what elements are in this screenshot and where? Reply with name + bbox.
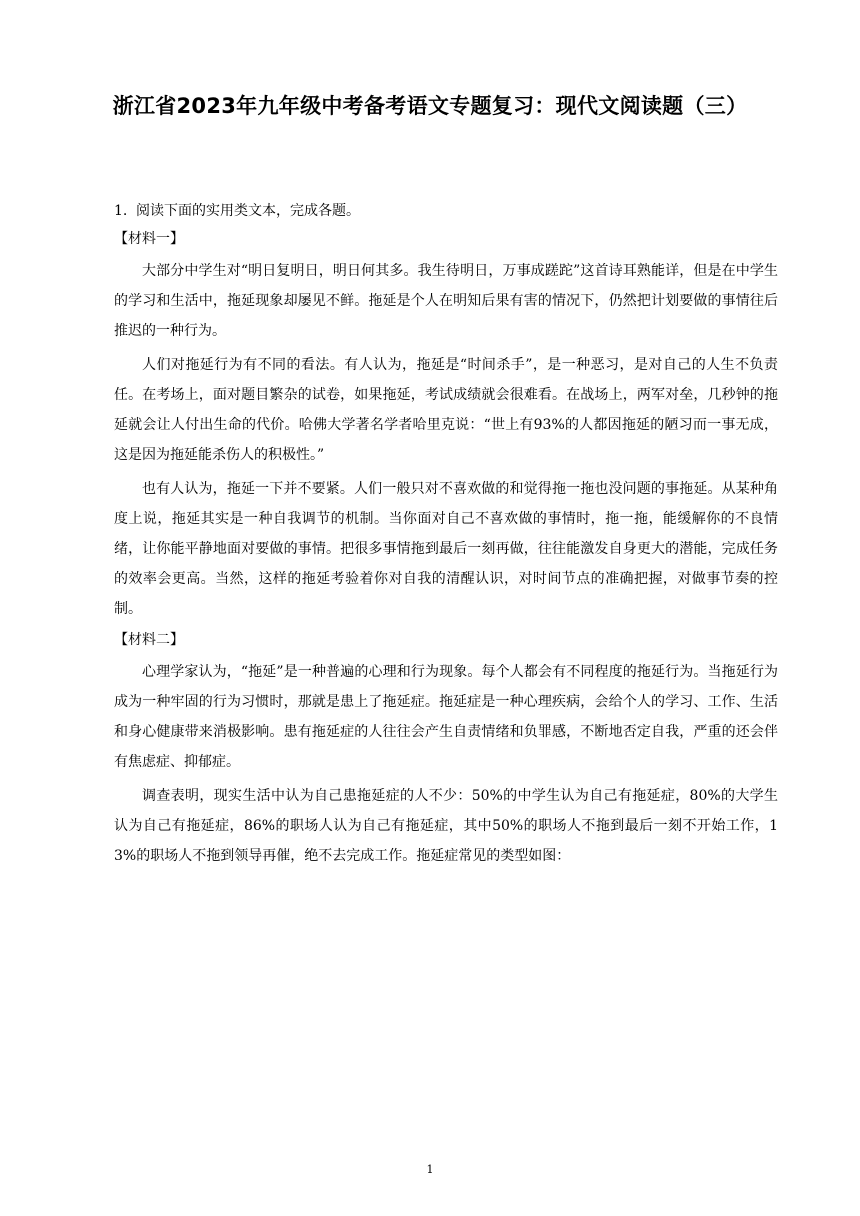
material-two-paragraph: 心理学家认为，“拖延”是一种普遍的心理和行为现象。每个人都会有不同程度的拖延行为。当拖延行为成为一种牢固的行为习惯时，那就是患上了拖延症。拖延症是一种心理疾病，会给个人的学习、工作、生活和身心健康带来消极影响。患有拖延症的人往往会产生自责情绪和负罪感，不断地否定自我，严重的还会伴有焦虑症、抑郁症。 bbox=[114, 664, 778, 770]
material-one-paragraph: 人们对拖延行为有不同的看法。有人认为，拖延是“时间杀手”，是一种恶习，是对自己的人生不负责任。在考场上，面对题目繁杂的试卷，如果拖延，考试成绩就会很难看。在战场上，两军对垒，几秒钟的拖延就会让人付出生命的代价。哈佛大学著名学者哈里克说：“世上有93%的人都因拖延的陋习而一事无成，这是因为拖延能杀伤人的积极性。” bbox=[114, 357, 778, 463]
page-title: 浙江省2023年九年级中考备考语文专题复习：现代文阅读题（三） bbox=[112, 94, 748, 118]
question-prompt: 阅读下面的实用类文本，完成各题。 bbox=[136, 203, 360, 219]
document-body bbox=[114, 199, 778, 875]
material-two-paragraph: 调查表明，现实生活中认为自己患拖延症的人不少：50%的中学生认为自己有拖延症，80%的大学生认为自己有拖延症，86%的职场人认为自己有拖延症，其中50%的职场人不拖到最后一刻不开始工作，13%的职场人不拖到领导再催，绝不去完成工作。拖延症常见的类型如图： bbox=[114, 788, 778, 864]
material-one-paragraph: 也有人认为，拖延一下并不要紧。人们一般只对不喜欢做的和觉得拖一拖也没问题的事拖延。从某种角度上说，拖延其实是一种自我调节的机制。当你面对自己不喜欢做的事情时，拖一拖，能缓解你的不良情绪，让你能平静地面对要做的事情。把很多事情拖到最后一刻再做，往往能激发自身更大的潜能，完成任务的效率会更高。当然，这样的拖延考验着你对自我的清醒认识，对时间节点的准确把握，对做事节奏的控制。 bbox=[114, 481, 778, 617]
material-one-paragraph: 大部分中学生对“明日复明日，明日何其多。我生待明日，万事成蹉跎”这首诗耳熟能详，但是在中学生的学习和生活中，拖延现象却屡见不鲜。拖延是个人在明知后果有害的情况下，仍然把计划要做的事情往后推迟的一种行为。 bbox=[114, 263, 778, 339]
material-one-heading: 【材料一】 bbox=[114, 231, 184, 247]
material-two-heading: 【材料二】 bbox=[114, 632, 184, 648]
question-line bbox=[114, 199, 778, 227]
page-number: 1 bbox=[426, 1163, 434, 1176]
question-number: 1. bbox=[114, 203, 128, 219]
